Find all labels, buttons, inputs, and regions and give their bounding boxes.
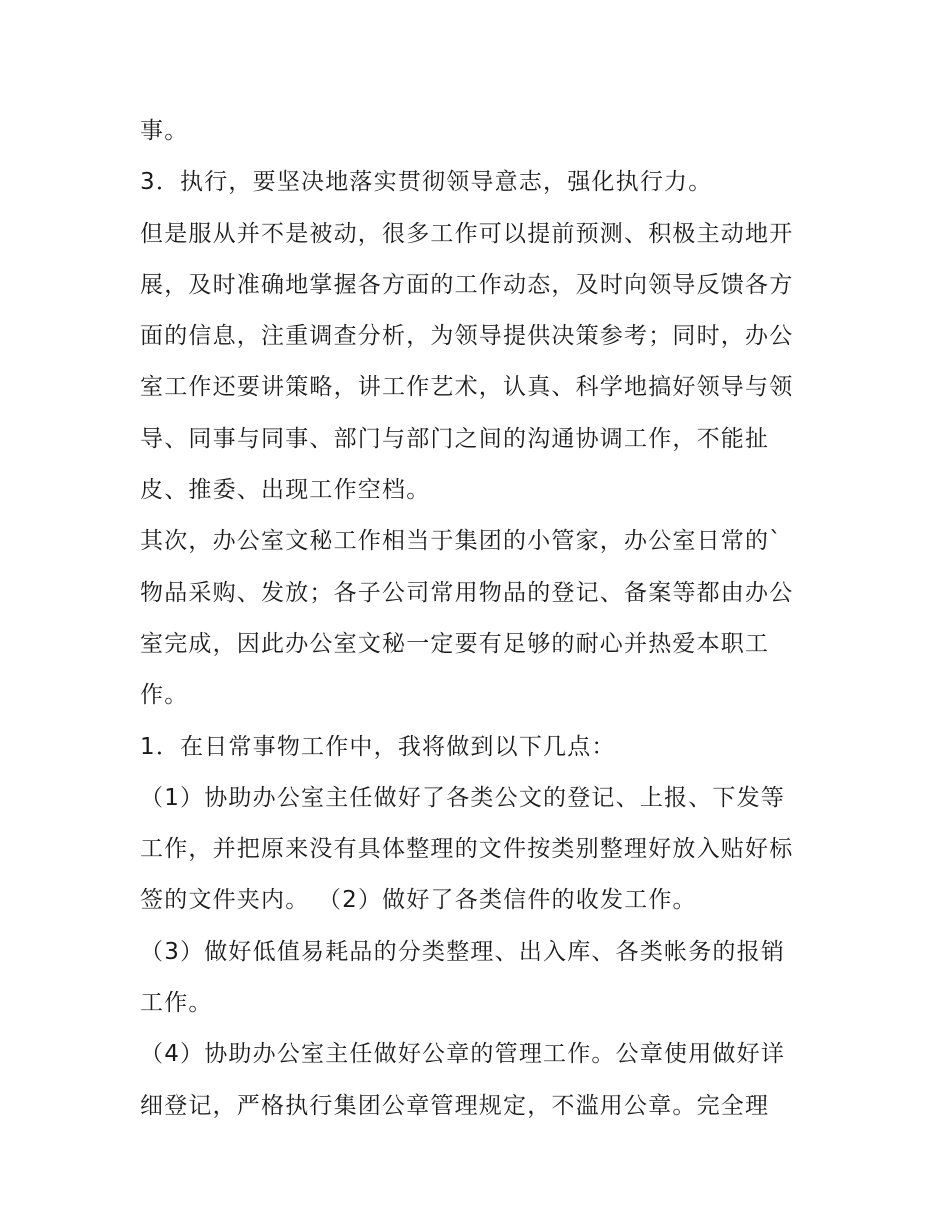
text-line: 展，及时准确地掌握各方面的工作动态，及时向领导反馈各方 bbox=[140, 271, 794, 298]
text-line: （3）做好低值易耗品的分类整理、出入库、各类帐务的报销 bbox=[140, 938, 786, 965]
document-body bbox=[140, 106, 830, 1132]
text-line: 物品采购、发放；各子公司常用物品的登记、备案等都由办公 bbox=[140, 579, 794, 606]
text-line: （1）协助办公室主任做好了各类公文的登记、上报、下发等 bbox=[140, 784, 786, 811]
text-line: 导、同事与同事、部门与部门之间的沟通协调工作，不能扯 bbox=[140, 425, 770, 452]
text-line: 皮、推委、出现工作空档。 bbox=[140, 477, 431, 504]
text-line: 工作，并把原来没有具体整理的文件按类别整理好放入贴好标 bbox=[140, 836, 794, 863]
text-line: 室工作还要讲策略，讲工作艺术，认真、科学地搞好领导与领 bbox=[140, 374, 794, 401]
text-line: 细登记，严格执行集团公章管理规定，不滥用公章。完全理 bbox=[140, 1092, 770, 1119]
text-line: 面的信息，注重调查分析，为领导提供决策参考；同时，办公 bbox=[140, 323, 794, 350]
text-line: 事。 bbox=[140, 118, 189, 144]
text-line: 签的文件夹内。 （2）做好了各类信件的收发工作。 bbox=[140, 887, 697, 914]
text-line: 室完成，因此办公室文秘一定要有足够的耐心并热爱本职工 bbox=[140, 630, 770, 657]
text-line: 工作。 bbox=[140, 990, 213, 1017]
text-line: 1．在日常事物工作中，我将做到以下几点： bbox=[140, 733, 616, 760]
text-line: 其次，办公室文秘工作相当于集团的小管家，办公室日常的` bbox=[140, 528, 782, 555]
text-line: 作。 bbox=[140, 682, 189, 709]
text-line: 3．执行，要坚决地落实贯彻领导意志，强化执行力。 bbox=[140, 169, 713, 196]
text-line: （4）协助办公室主任做好公章的管理工作。公章使用做好详 bbox=[140, 1041, 786, 1068]
text-line: 但是服从并不是被动，很多工作可以提前预测、积极主动地开 bbox=[140, 220, 794, 247]
